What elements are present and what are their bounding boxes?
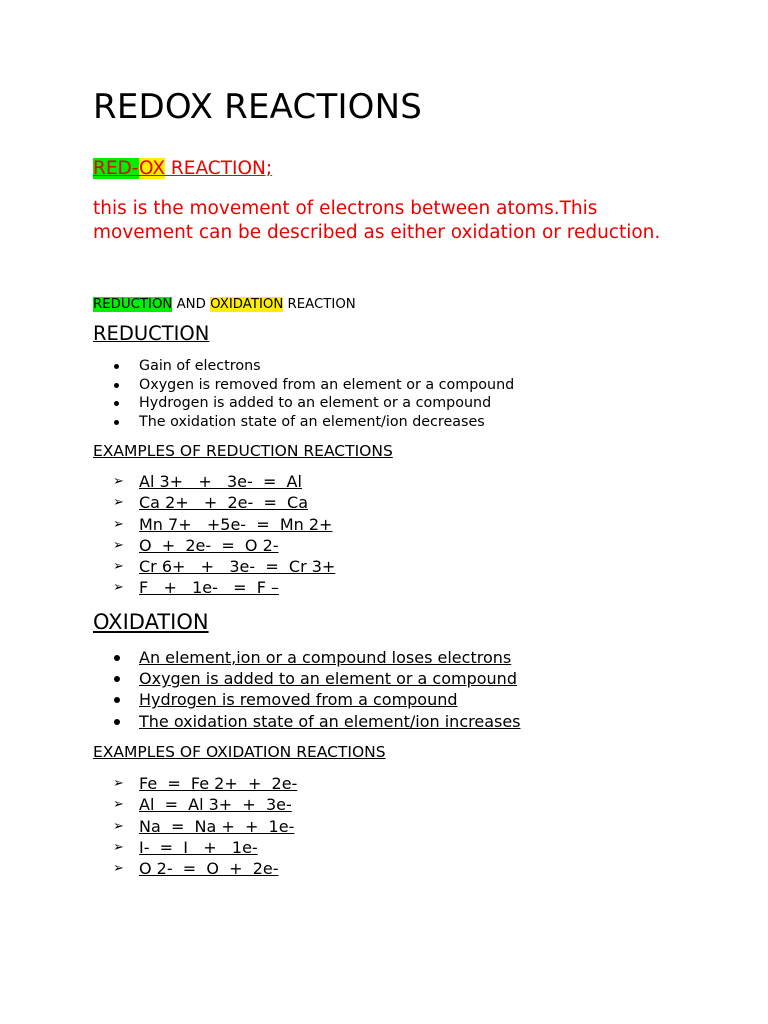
- list-item-text: An element,ion or a compound loses electrons: [139, 648, 512, 667]
- list-item: [93, 394, 514, 413]
- equation-text: Ca 2+ + 2e- = Ca: [139, 493, 309, 513]
- list-item: [93, 668, 521, 689]
- round-bullet-icon: [114, 401, 119, 406]
- list-item: [93, 556, 335, 577]
- equation-text: O + 2e- = O 2-: [139, 535, 279, 555]
- oxidation-heading: OXIDATION: [93, 610, 209, 634]
- document-title: REDOX REACTIONS: [93, 87, 423, 127]
- subheading-reduction: REDUCTION: [93, 297, 173, 312]
- list-item: [93, 773, 297, 794]
- equation-text: Al = Al 3+ + 3e-: [139, 795, 292, 815]
- subheading-and: AND: [172, 297, 211, 312]
- reduction-examples-list: [93, 471, 335, 599]
- list-item: [93, 492, 335, 513]
- list-item: [93, 816, 297, 837]
- arrowhead-bullet-icon: ➢: [113, 537, 124, 553]
- oxidation-examples-heading: EXAMPLES OF OXIDATION REACTIONS: [93, 743, 386, 761]
- round-bullet-icon: [114, 364, 119, 369]
- round-bullet-icon: [114, 719, 120, 725]
- equation-text: Al 3+ + 3e- = Al: [139, 472, 302, 491]
- intro-paragraph: this is the movement of electrons between atoms.This movement can be described as either oxidation or reduction.: [93, 198, 661, 244]
- list-item: [93, 647, 521, 668]
- round-bullet-icon: [114, 697, 120, 703]
- list-item: [93, 689, 521, 710]
- list-item-text: Oxygen is removed from an element or a compound: [139, 376, 515, 393]
- list-item-text: Hydrogen is added to an element or a compound: [139, 395, 492, 411]
- list-item: [93, 577, 335, 598]
- arrowhead-bullet-icon: ➢: [113, 818, 124, 834]
- oxidation-examples-list: [93, 773, 297, 879]
- equation-text: O 2- = O + 2e-: [139, 859, 279, 879]
- equation-text: I- = I + 1e-: [139, 837, 258, 857]
- list-item-text: The oxidation state of an element/ion decreases: [139, 413, 485, 430]
- reduction-oxidation-subheading: [93, 296, 356, 313]
- subheading-oxidation: OXIDATION: [210, 297, 284, 312]
- list-item: [93, 357, 514, 376]
- list-item: [93, 514, 335, 535]
- redox-subtitle: [93, 157, 272, 181]
- arrowhead-bullet-icon: ➢: [113, 559, 124, 575]
- equation-text: Na = Na + + 1e-: [139, 816, 295, 836]
- arrowhead-bullet-icon: ➢: [113, 861, 124, 877]
- round-bullet-icon: [114, 383, 119, 388]
- arrowhead-bullet-icon: ➢: [113, 580, 124, 596]
- subtitle-red-part: RED-: [93, 158, 139, 179]
- arrowhead-bullet-icon: ➢: [113, 797, 124, 813]
- oxidation-points-list: [93, 647, 521, 732]
- arrowhead-bullet-icon: ➢: [113, 474, 124, 489]
- list-item: [93, 794, 297, 815]
- reduction-heading: REDUCTION: [93, 322, 210, 345]
- arrowhead-bullet-icon: ➢: [113, 776, 124, 791]
- equation-text: Fe = Fe 2+ + 2e-: [139, 774, 298, 793]
- equation-text: Mn 7+ +5e- = Mn 2+: [139, 514, 333, 534]
- equation-text: Cr 6+ + 3e- = Cr 3+: [139, 557, 336, 577]
- list-item: [93, 413, 514, 432]
- round-bullet-icon: [114, 420, 119, 425]
- list-item-text: Gain of electrons: [139, 358, 261, 374]
- list-item: [93, 535, 335, 556]
- subtitle-rest: REACTION;: [165, 158, 273, 179]
- list-item-text: Oxygen is added to an element or a compound: [139, 669, 517, 689]
- list-item: [93, 471, 335, 492]
- list-item: [93, 858, 297, 879]
- arrowhead-bullet-icon: ➢: [113, 839, 124, 855]
- subtitle-ox-part: OX: [138, 158, 166, 179]
- reduction-examples-heading: EXAMPLES OF REDUCTION REACTIONS: [93, 442, 393, 460]
- list-item-text: The oxidation state of an element/ion increases: [139, 711, 521, 731]
- round-bullet-icon: [114, 676, 120, 682]
- equation-text: F + 1e- = F –: [139, 578, 280, 598]
- subheading-reaction: REACTION: [283, 297, 356, 312]
- arrowhead-bullet-icon: ➢: [113, 495, 124, 511]
- list-item-text: Hydrogen is removed from a compound: [139, 690, 458, 710]
- reduction-points-list: [93, 357, 514, 431]
- list-item: [93, 711, 521, 732]
- round-bullet-icon: [114, 655, 120, 661]
- list-item: [93, 376, 514, 395]
- list-item: [93, 837, 297, 858]
- arrowhead-bullet-icon: ➢: [113, 516, 124, 532]
